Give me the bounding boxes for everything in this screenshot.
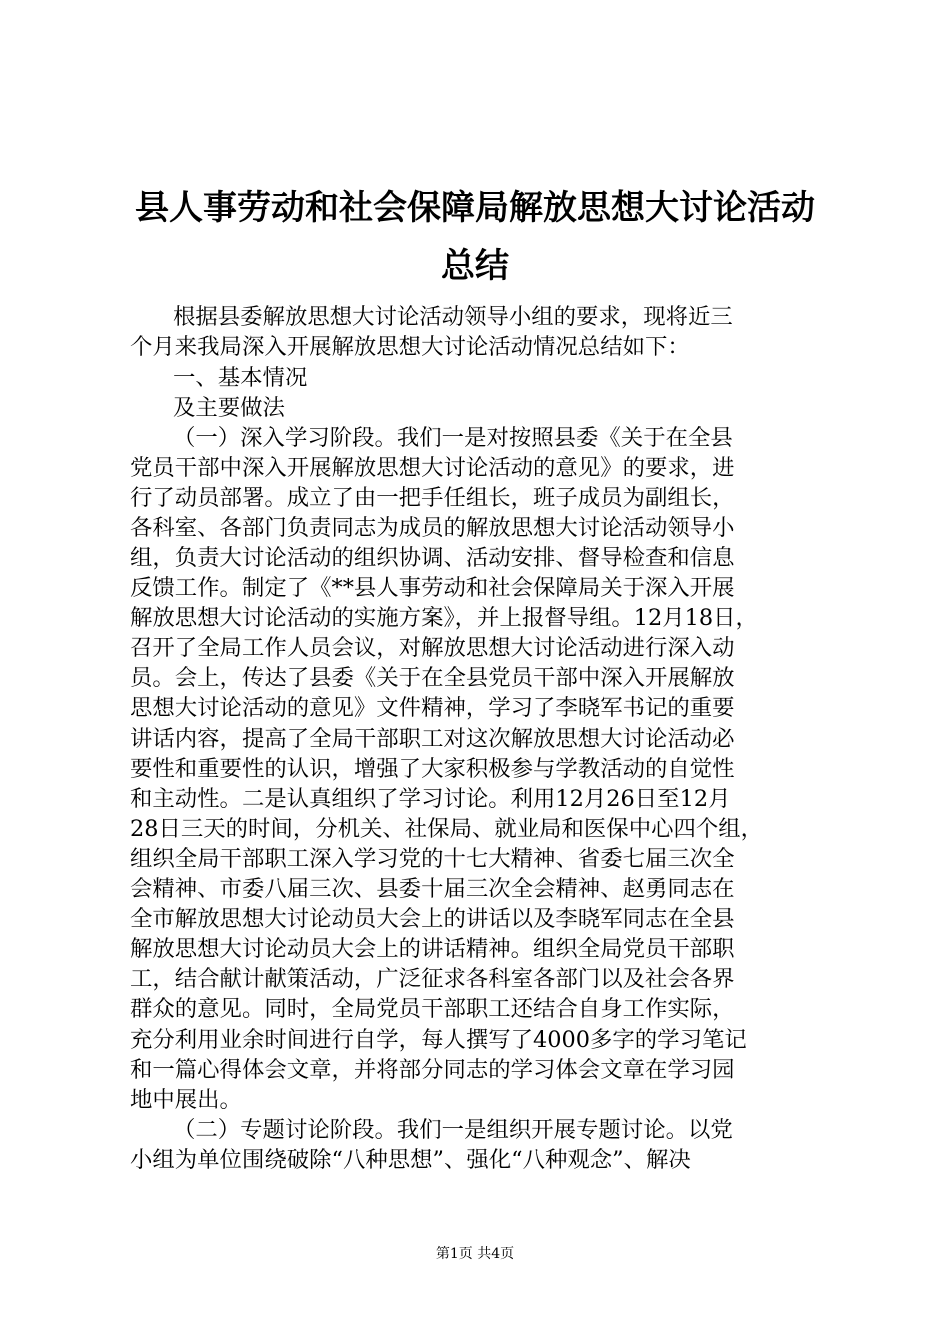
body-line: 讲话内容，提高了全局干部职工对这次解放思想大讨论活动必 xyxy=(130,726,735,752)
body-line: 小组为单位围绕破除“八种思想”、强化“八种观念”、解决 xyxy=(130,1147,691,1173)
body-line: 组织全局干部职工深入学习党的十七大精神、省委七届三次全 xyxy=(130,846,735,872)
body-line: 解放思想大讨论动员大会上的讲话精神。组织全局党员干部职 xyxy=(130,936,735,962)
section-heading: 及主要做法 xyxy=(173,395,285,421)
body-line: 反馈工作。制定了《**县人事劳动和社会保障局关于深入开展 xyxy=(130,575,735,601)
body-line: 要性和重要性的认识，增强了大家积极参与学教活动的自觉性 xyxy=(130,756,735,782)
body-line: 工，结合献计献策活动，广泛征求各科室各部门以及社会各界 xyxy=(130,966,735,992)
body-line: 召开了全局工作人员会议，对解放思想大讨论活动进行深入动 xyxy=(130,635,735,661)
section-heading: 一、基本情况 xyxy=(173,365,308,391)
body-line: 和主动性。二是认真组织了学习讨论。利用12月26日至12月 xyxy=(130,786,731,812)
body-line: 各科室、各部门负责同志为成员的解放思想大讨论活动领导小 xyxy=(130,515,735,541)
body-line: 思想大讨论活动的意见》文件精神，学习了李晓军书记的重要 xyxy=(130,695,735,721)
body-line: 党员干部中深入开展解放思想大讨论活动的意见》的要求，进 xyxy=(130,455,735,481)
page-number-footer: 第1页 共4页 xyxy=(435,1246,515,1262)
body-line: （二）专题讨论阶段。我们一是组织开展专题讨论。以党 xyxy=(173,1117,733,1143)
body-line: （一）深入学习阶段。我们一是对按照县委《关于在全县 xyxy=(173,425,733,451)
body-line: 组，负责大讨论活动的组织协调、活动安排、督导检查和信息 xyxy=(130,545,735,571)
body-line: 28日三天的时间，分机关、社保局、就业局和医保中心四个组， xyxy=(130,816,764,842)
body-line: 群众的意见。同时，全局党员干部职工还结合自身工作实际， xyxy=(130,996,735,1022)
body-line: 和一篇心得体会文章，并将部分同志的学习体会文章在学习园 xyxy=(130,1057,735,1083)
body-line: 解放思想大讨论活动的实施方案》，并上报督导组。12月18日， xyxy=(130,605,758,631)
body-line: 行了动员部署。成立了由一把手任组长，班子成员为副组长， xyxy=(130,485,735,511)
body-line: 全市解放思想大讨论动员大会上的讲话以及李晓军同志在全县 xyxy=(130,906,735,932)
body-line: 个月来我局深入开展解放思想大讨论活动情况总结如下： xyxy=(130,334,690,360)
body-line: 会精神、市委八届三次、县委十届三次全会精神、赵勇同志在 xyxy=(130,876,735,902)
body-line: 员。会上，传达了县委《关于在全县党员干部中深入开展解放 xyxy=(130,665,735,691)
body-line: 地中展出。 xyxy=(130,1087,242,1113)
body-line: 充分利用业余时间进行自学，每人撰写了4000多字的学习笔记 xyxy=(130,1027,747,1053)
document-title-line-2: 总结 xyxy=(441,246,509,286)
document-title-line-1: 县人事劳动和社会保障局解放思想大讨论活动 xyxy=(135,188,815,228)
body-line: 根据县委解放思想大讨论活动领导小组的要求，现将近三 xyxy=(173,304,733,330)
